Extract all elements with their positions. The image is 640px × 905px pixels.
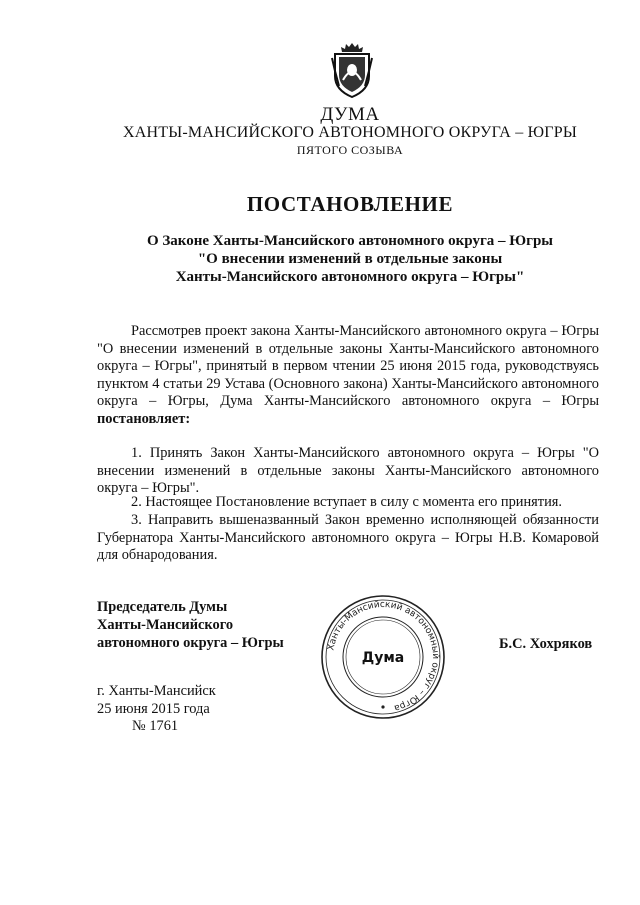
city-label: г. Ханты-Мансийск [97, 683, 216, 699]
signatory-title-line: Ханты-Мансийского [97, 617, 234, 633]
preamble-paragraph [97, 323, 599, 428]
date-label: 25 июня 2015 года [97, 700, 210, 717]
signatory-title-line: Председатель Думы [97, 599, 228, 615]
region-name: ХАНТЫ-МАНСИЙСКОГО АВТОНОМНОГО ОКРУГА – ЮГРЫ [123, 124, 577, 141]
organization-name: ДУМА [320, 104, 380, 125]
subject-line: Ханты-Мансийского автономного округа – Югры" [175, 269, 525, 285]
subject-line: О Законе Ханты-Мансийского автономного округа – Югры [146, 233, 554, 249]
signatory-name: Б.С. Хохряков [499, 636, 593, 652]
document-type-title: ПОСТАНОВЛЕНИЕ [246, 192, 454, 216]
decision-item-3: 3. Направить вышеназванный Закон временно исполняющей обязанности Губернатора Ханты-Мансийского автономного округа – Югры Н.В. Комаровой для обнародования. [97, 512, 599, 563]
preamble-text: Рассмотрев проект закона Ханты-Мансийского автономного округа – Югры "О внесении изменений в отдельные законы Ханты-Мансийского автономного округа – Югры", принятый в первом чтении 25 июня 2015 года, руководствуясь пунктом 4 статьи 29 Устава (Основного закона) Ханты-Мансийского автономного округа – Югры, Дума Ханты-Мансийского автономного округа – Югры [97, 323, 599, 409]
convocation-label: ПЯТОГО СОЗЫВА [296, 143, 404, 157]
coat-of-arms-icon [331, 42, 373, 98]
official-seal [318, 594, 448, 720]
document-subject [0, 232, 640, 286]
document-number: № 1761 [132, 718, 179, 734]
seal-ring-text: Ханты-Мансийский автономный округ – Югра [326, 599, 441, 713]
document-place-date [97, 683, 216, 736]
decision-item-1: 1. Принять Закон Ханты-Мансийского автономного округа – Югры "О внесении изменений в отдельные законы Ханты-Мансийского автономного округа – Югры". [97, 445, 599, 496]
seal-center-text: Дума [361, 650, 405, 666]
decision-item-2: 2. Настоящее Постановление вступает в силу с момента его принятия. [131, 494, 563, 510]
signatory-title-line: автономного округа – Югры [97, 635, 284, 651]
signatory-title [97, 598, 284, 652]
subject-line: "О внесении изменений в отдельные законы [197, 251, 503, 267]
decree-word: постановляет: [97, 410, 191, 427]
